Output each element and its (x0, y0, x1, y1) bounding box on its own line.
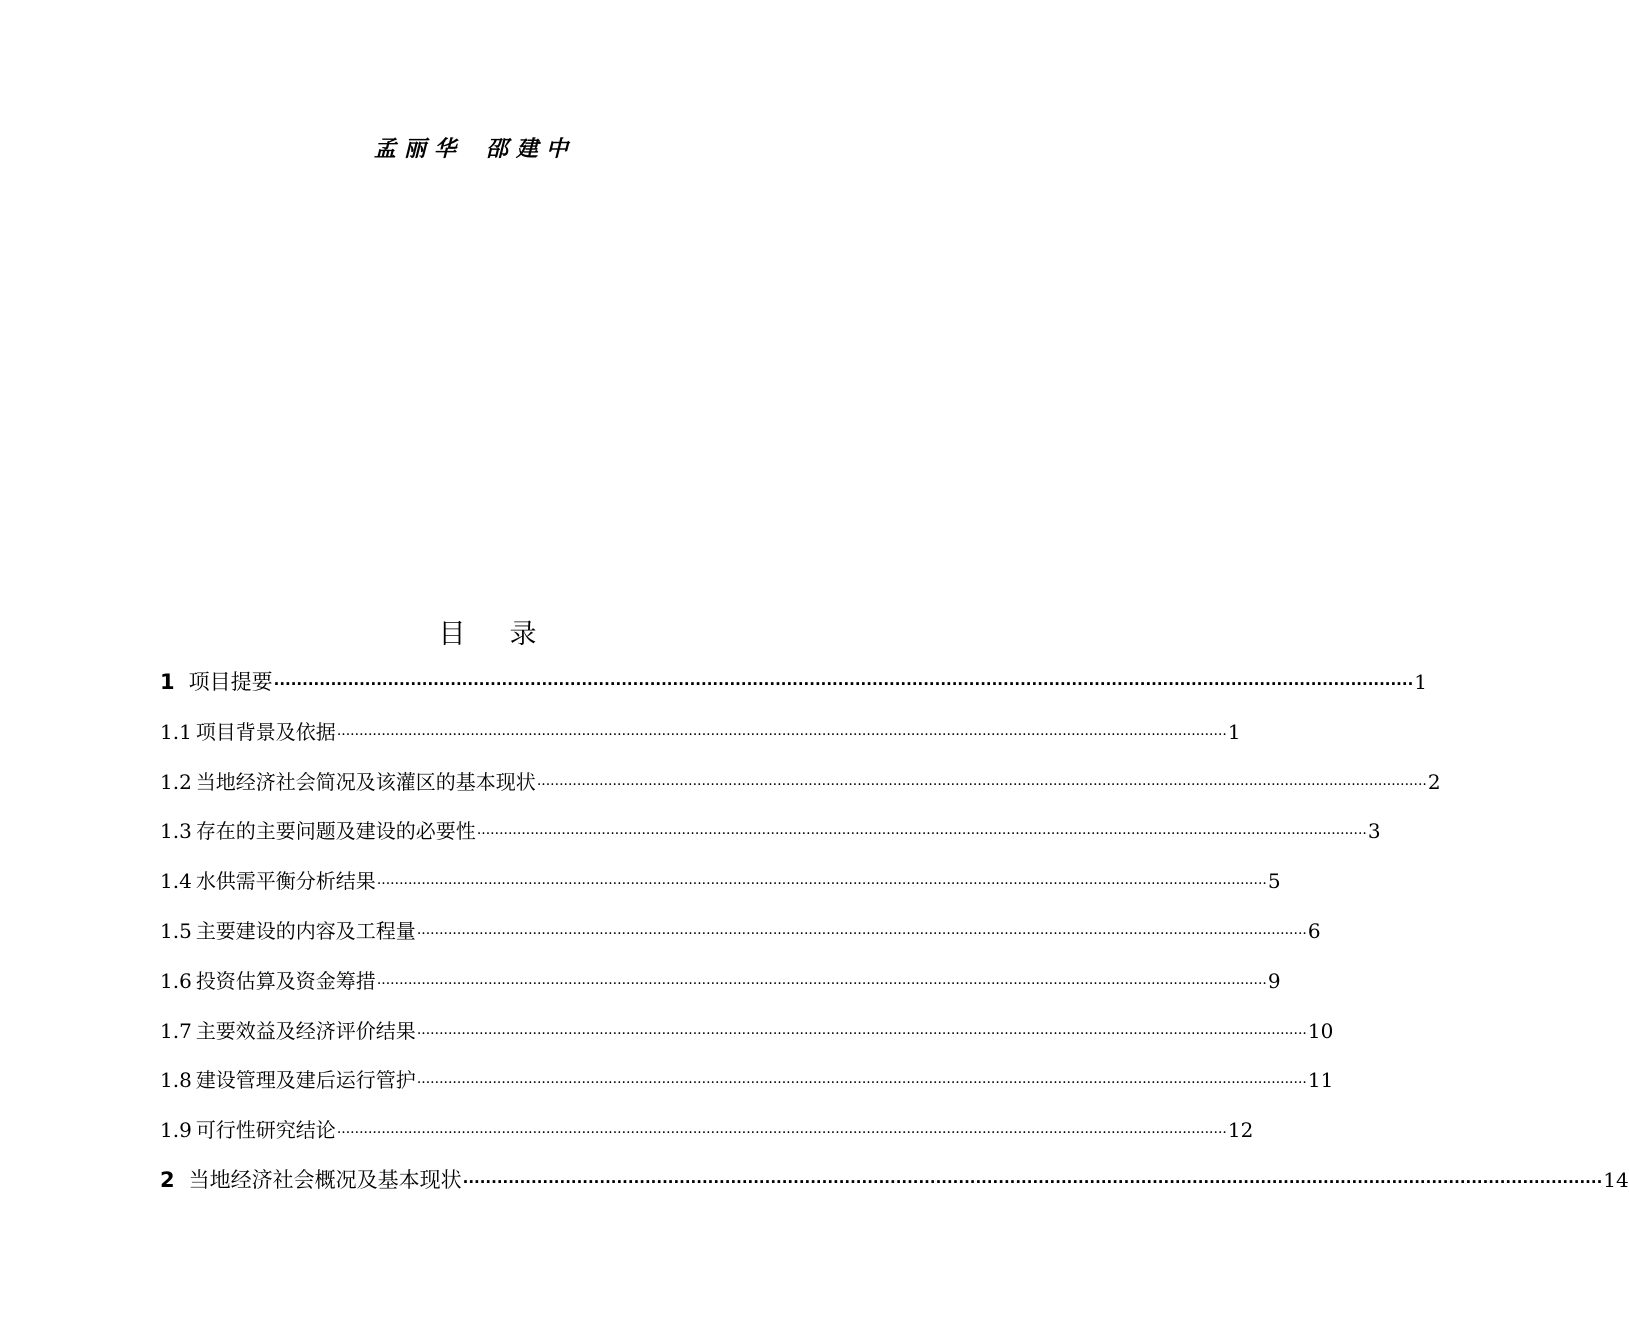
toc-title-char-2: 录 (509, 619, 537, 650)
toc-entry-title: 建设管理及建后运行管护 (195, 1068, 416, 1093)
toc-entry-title: 主要建设的内容及工程量 (195, 918, 416, 943)
author-1: 孟丽华 (373, 136, 464, 162)
toc-entry-number: 1.7 (160, 1018, 192, 1043)
toc-title-char-1: 目 (438, 619, 466, 650)
toc-entry-title: 水供需平衡分析结果 (195, 869, 376, 894)
toc-entry-page: 5 (1267, 869, 1281, 894)
toc-leader-dots: ········································································································································································································ (416, 1025, 1307, 1042)
toc-entry-number: 1 (160, 670, 175, 694)
toc-entry-label (160, 913, 416, 950)
toc-leader-dots: ········································································································································································································ (476, 826, 1367, 843)
toc-entry[interactable] (160, 664, 1428, 714)
toc-entry[interactable] (160, 863, 1281, 913)
toc-leader-dots: ········································································································································································································ (416, 925, 1307, 942)
toc-entry-page: 12 (1227, 1118, 1254, 1143)
toc-entry-label (160, 1112, 336, 1149)
toc-entry-page: 2 (1427, 769, 1441, 794)
toc-entry[interactable] (160, 764, 1441, 814)
toc-entry[interactable] (160, 1162, 1629, 1212)
toc-entry[interactable] (160, 1062, 1334, 1112)
toc-entry-label (160, 664, 273, 701)
toc-entry-title: 项目提要 (188, 670, 273, 694)
toc-entry-number: 1.6 (160, 968, 192, 993)
toc-title (0, 612, 975, 651)
toc-entry[interactable] (160, 1013, 1334, 1063)
toc-entry-number: 1.9 (160, 1118, 192, 1143)
toc-entry-page: 11 (1307, 1068, 1334, 1093)
toc-entry-number: 2 (160, 1167, 175, 1192)
toc-entry[interactable] (160, 714, 1241, 764)
toc-leader-dots: ········································································································································································································ (536, 776, 1427, 793)
toc-entry[interactable] (160, 813, 1381, 863)
toc-entry-label (160, 714, 336, 751)
toc-leader-dots: ········································································································································································································ (376, 876, 1267, 893)
toc-leader-dots: ········································································································································································································ (273, 675, 1414, 693)
toc-entry-page: 1 (1414, 670, 1428, 694)
toc-entry-page: 6 (1307, 918, 1321, 943)
toc-entry-label (160, 863, 376, 900)
toc-leader-dots: ········································································································································································································ (336, 726, 1227, 743)
toc-entry-number: 1.5 (160, 918, 192, 943)
toc-entry-page: 14 (1603, 1167, 1629, 1192)
toc-entry-number: 1.8 (160, 1068, 192, 1093)
toc-entry-title: 存在的主要问题及建设的必要性 (195, 819, 476, 844)
author-names (0, 132, 950, 163)
author-2: 邵建中 (486, 136, 577, 162)
toc-entry-title: 当地经济社会概况及基本现状 (188, 1167, 462, 1192)
toc-entry-title: 主要效益及经济评价结果 (195, 1018, 416, 1043)
toc-entry-label (160, 813, 476, 850)
toc-entry-label (160, 1062, 416, 1099)
toc-entry-title: 当地经济社会简况及该灌区的基本现状 (195, 769, 536, 794)
toc-leader-dots: ········································································································································································································ (416, 1075, 1307, 1092)
toc-entry-label (160, 963, 376, 1000)
toc-leader-dots: ········································································································································································································ (336, 1125, 1227, 1142)
toc-entry-number: 1.2 (160, 769, 192, 794)
toc-entry[interactable] (160, 1112, 1254, 1162)
toc-entry-number: 1.1 (160, 719, 192, 744)
toc-entry-page: 1 (1227, 719, 1241, 744)
toc-entry-label (160, 1162, 462, 1199)
table-of-contents (160, 664, 1629, 1212)
toc-entry-label (160, 764, 536, 801)
toc-leader-dots: ········································································································································································································ (376, 975, 1267, 992)
toc-entry-title: 可行性研究结论 (195, 1118, 336, 1143)
toc-entry-page: 3 (1367, 819, 1381, 844)
toc-leader-dots: ········································································································································································································ (462, 1172, 1603, 1191)
toc-entry-title: 投资估算及资金筹措 (195, 968, 376, 993)
toc-entry-title: 项目背景及依据 (195, 719, 336, 744)
toc-entry[interactable] (160, 913, 1321, 963)
toc-entry-page: 9 (1267, 968, 1281, 993)
toc-entry-number: 1.4 (160, 869, 192, 894)
toc-entry-label (160, 1013, 416, 1050)
toc-entry-number: 1.3 (160, 819, 192, 844)
toc-entry-page: 10 (1307, 1018, 1334, 1043)
toc-entry[interactable] (160, 963, 1281, 1013)
